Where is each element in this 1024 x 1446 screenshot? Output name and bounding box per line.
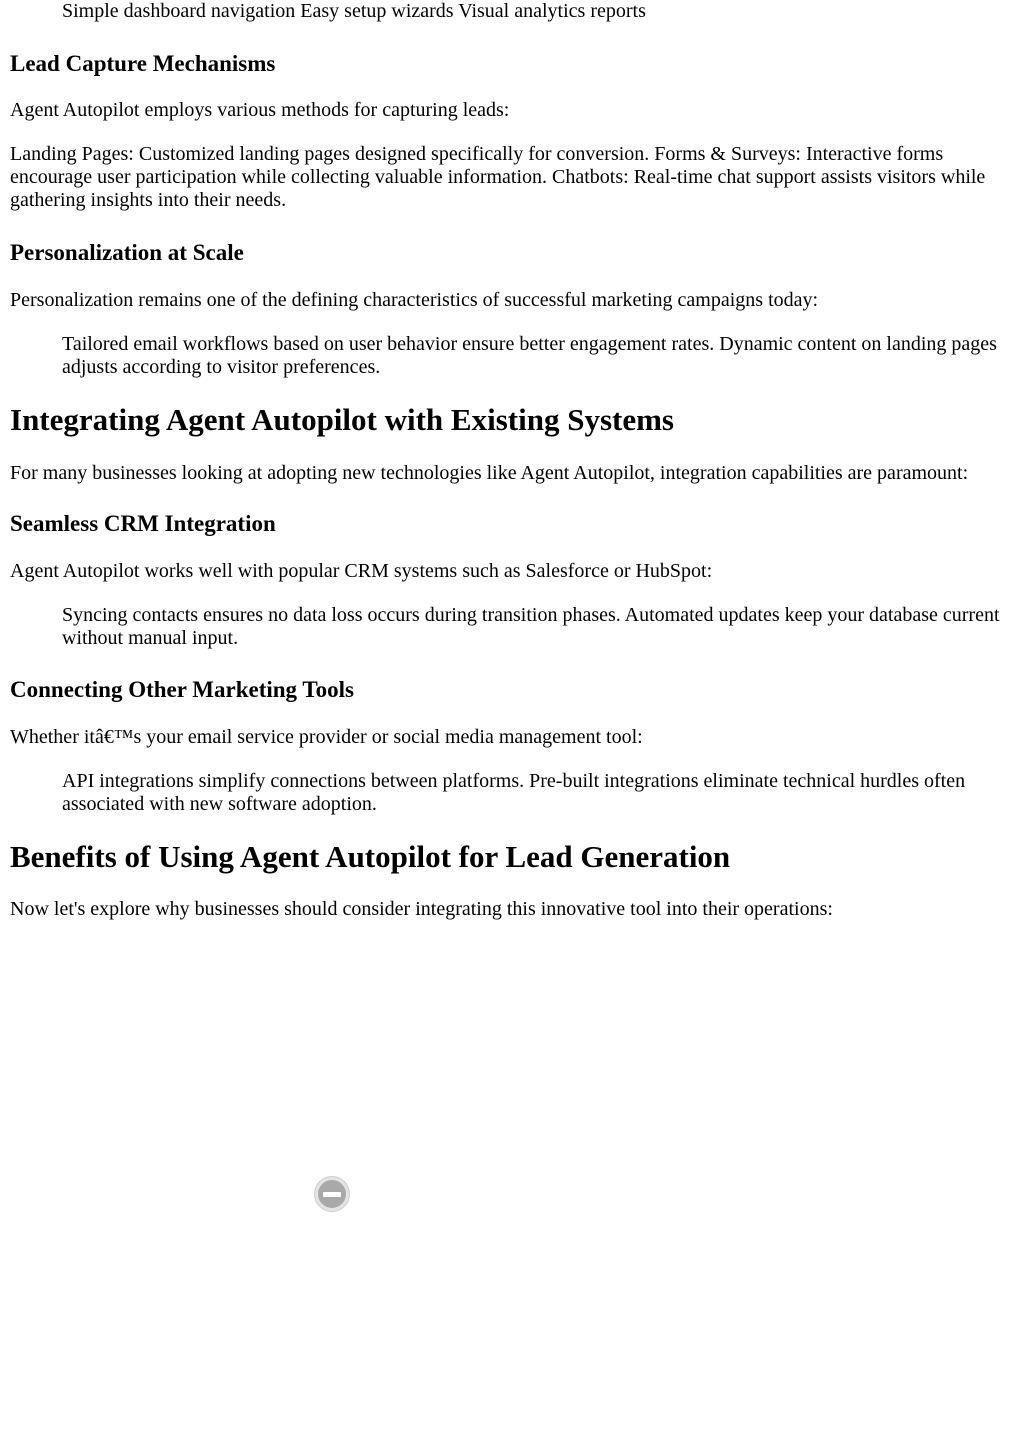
heading-other-tools: Connecting Other Marketing Tools [10,677,354,702]
personalization-intro: Personalization remains one of the defining characteristics of successful marketing campaigns today: [10,289,819,311]
heading-benefits: Benefits of Using Agent Autopilot for Lead Generation [10,839,731,874]
benefits-intro: Now let's explore why businesses should consider integrating this innovative tool into their operations: [10,898,833,920]
crm-intro: Agent Autopilot works well with popular CRM systems such as Salesforce or HubSpot: [10,560,713,582]
personalization-points: Tailored email workflows based on user behavior ensure better engagement rates. Dynamic content on landing pages adjusts according to visitor preferences. [62,333,997,378]
other-tools-points: API integrations simplify connections between platforms. Pre-built integrations eliminate technical hurdles often associated with new software adoption. [62,770,966,815]
integrating-intro: For many businesses looking at adopting new technologies like Agent Autopilot, integration capabilities are paramount: [10,462,969,484]
lead-capture-intro: Agent Autopilot employs various methods for capturing leads: [10,99,510,121]
other-tools-intro: Whether itâ€™s your email service provider or social media management tool: [10,726,643,748]
lead-capture-methods: Landing Pages: Customized landing pages designed specifically for conversion. Forms & Surveys: Interactive forms encourage user participation while collecting valuable information. Chatbots: Real-time chat support assists visitors while gathering insights into their needs. [10,143,986,211]
article [10,0,1010,921]
plugin-minus-bar [323,1192,341,1197]
heading-integrating: Integrating Agent Autopilot with Existing Systems [10,402,674,437]
crm-points: Syncing contacts ensures no data loss occurs during transition phases. Automated updates keep your database current without manual input. [62,604,1000,649]
feature-list-fragment: Simple dashboard navigation Easy setup wizards Visual analytics reports [62,0,646,22]
heading-crm-integration: Seamless CRM Integration [10,511,276,536]
heading-personalization: Personalization at Scale [10,240,244,265]
heading-lead-capture: Lead Capture Mechanisms [10,51,276,76]
blocked-plugin-icon[interactable] [314,1176,350,1212]
